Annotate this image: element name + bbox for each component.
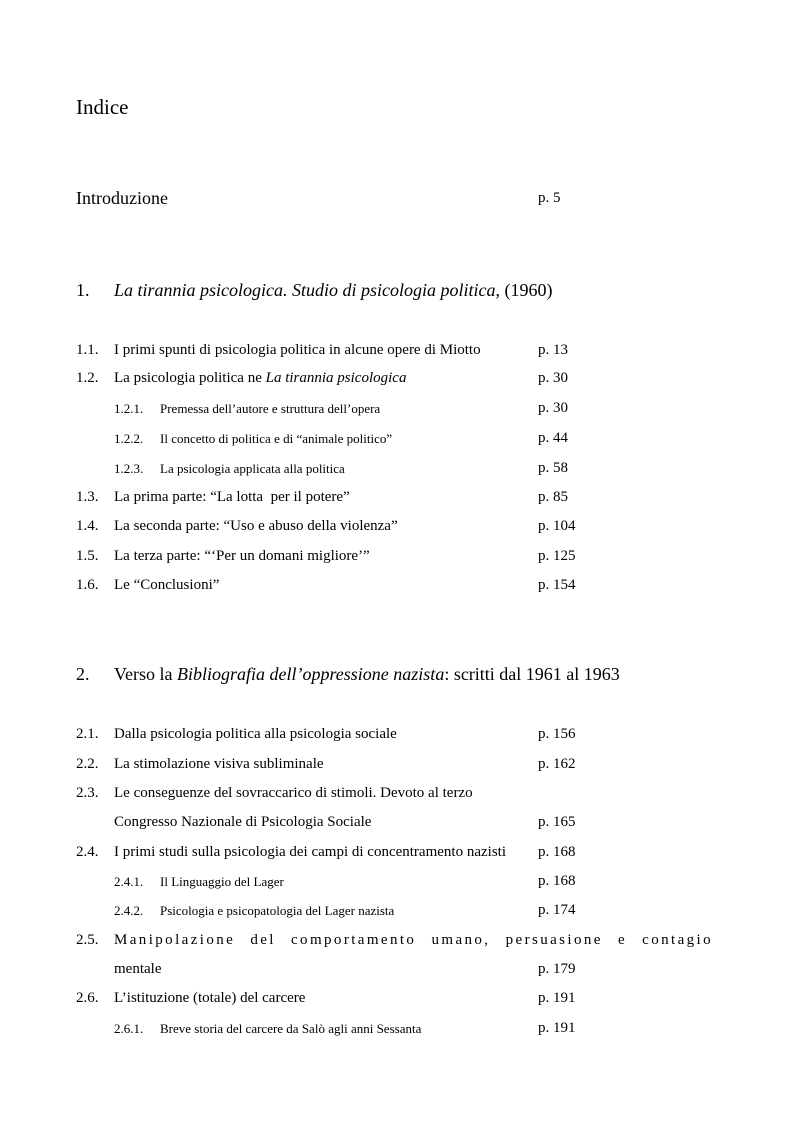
toc-entry-page: p. 191 <box>538 990 576 1006</box>
toc-entry-text-italic: La tirannia psicologica <box>265 370 407 386</box>
toc-subentry-text[interactable]: La psicologia applicata alla politica <box>160 461 345 476</box>
toc-entry-page: p. 125 <box>538 548 576 564</box>
toc-subentry-number: 1.2.2. <box>114 431 144 446</box>
toc-subentry-text[interactable]: Il Linguaggio del Lager <box>160 874 284 889</box>
chapter-2-number: 2. <box>76 664 90 684</box>
toc-entry-text[interactable]: Dalla psicologia politica alla psicologia sociale <box>114 726 397 742</box>
toc-subentry-text[interactable]: Premessa dell’autore e struttura dell’opera <box>160 401 381 416</box>
toc-entry-text[interactable]: I primi spunti di psicologia politica in alcune opere di Miotto <box>114 342 481 358</box>
toc-entry-number: 1.2. <box>76 370 99 386</box>
toc-entry-text[interactable]: I primi studi sulla psicologia dei campi di concentramento nazisti <box>114 844 506 860</box>
toc-entry-page: p. 13 <box>538 342 568 358</box>
toc-entry-text[interactable]: Le “Conclusioni” <box>114 577 220 593</box>
toc-subentry-number: 2.6.1. <box>114 1021 144 1036</box>
toc-subentry-number: 2.4.2. <box>114 903 144 918</box>
toc-entry-text[interactable] <box>114 371 406 386</box>
toc-entry-number: 1.3. <box>76 489 99 505</box>
toc-subentry-number: 2.4.1. <box>114 874 144 889</box>
toc-entry-page: p. 85 <box>538 489 568 505</box>
toc-entry-page: p. 191 <box>538 1020 576 1036</box>
toc-entry-text[interactable]: La prima parte: “La lotta per il potere” <box>114 489 350 505</box>
toc-subentry-text[interactable]: Psicologia e psicopatologia del Lager nazista <box>160 903 395 918</box>
toc-entry-page: p. 104 <box>538 518 576 534</box>
toc-entry-text[interactable]: Manipolazione del comportamento umano, persuasione e contagio <box>114 932 714 948</box>
chapter-1-title[interactable] <box>114 281 553 299</box>
toc-entry-number: 2.6. <box>76 990 99 1006</box>
toc-entry-number: 2.2. <box>76 756 99 772</box>
toc-entry-page: p. 179 <box>538 961 576 977</box>
toc-subentry-number: 1.2.1. <box>114 401 144 416</box>
toc-intro-page: p. 5 <box>538 190 561 206</box>
chapter-1-title-italic-a: La tirannia psicologica. <box>114 280 288 300</box>
toc-entry-number: 1.6. <box>76 577 99 593</box>
toc-entry-number: 1.5. <box>76 548 99 564</box>
chapter-2-title-a: Verso la <box>114 664 177 684</box>
toc-entry-page: p. 168 <box>538 844 576 860</box>
toc-entry-page: p. 156 <box>538 726 576 742</box>
toc-entry-text-continued[interactable]: mentale <box>114 961 162 977</box>
toc-entry-page: p. 174 <box>538 902 576 918</box>
toc-entry-page: p. 154 <box>538 577 576 593</box>
toc-entry-number: 2.3. <box>76 785 99 801</box>
toc-entry-page: p. 165 <box>538 814 576 830</box>
toc-entry-page: p. 44 <box>538 430 568 446</box>
toc-entry-page: p. 30 <box>538 370 568 386</box>
toc-entry-number: 1.4. <box>76 518 99 534</box>
toc-entry-text[interactable]: L’istituzione (totale) del carcere <box>114 990 306 1006</box>
chapter-1-title-italic-b: Studio di psicologia politica <box>292 280 496 300</box>
toc-subentry-number: 1.2.3. <box>114 461 144 476</box>
toc-entry-page: p. 58 <box>538 460 568 476</box>
toc-entry-text[interactable]: La stimolazione visiva subliminale <box>114 756 324 772</box>
toc-entry-number: 1.1. <box>76 342 99 358</box>
chapter-2-title-rest: : scritti dal 1961 al 1963 <box>444 664 620 684</box>
toc-entry-text[interactable]: La seconda parte: “Uso e abuso della violenza” <box>114 518 398 534</box>
toc-entry-number: 2.4. <box>76 844 99 860</box>
toc-entry-page: p. 30 <box>538 400 568 416</box>
toc-entry-text[interactable]: La terza parte: “‘Per un domani migliore’” <box>114 548 370 564</box>
toc-entry-text-roman: La psicologia politica ne <box>114 370 266 386</box>
toc-intro-label[interactable]: Introduzione <box>76 188 168 208</box>
chapter-1-number: 1. <box>76 280 90 300</box>
toc-entry-text[interactable]: Le conseguenze del sovraccarico di stimoli. Devoto al terzo <box>114 785 473 801</box>
page-title: Indice <box>76 95 129 119</box>
toc-entry-page: p. 162 <box>538 756 576 772</box>
chapter-1-title-rest: , (1960) <box>495 280 553 300</box>
chapter-2-title[interactable] <box>114 665 620 683</box>
toc-entry-page: p. 168 <box>538 873 576 889</box>
toc-entry-number: 2.5. <box>76 932 99 948</box>
chapter-2-title-italic: Bibliografia dell’oppressione nazista <box>176 664 445 684</box>
toc-entry-text-continued[interactable]: Congresso Nazionale di Psicologia Sociale <box>114 814 372 830</box>
toc-subentry-text[interactable]: Breve storia del carcere da Salò agli anni Sessanta <box>160 1021 422 1036</box>
toc-subentry-text[interactable]: Il concetto di politica e di “animale politico” <box>160 431 393 446</box>
toc-entry-number: 2.1. <box>76 726 99 742</box>
